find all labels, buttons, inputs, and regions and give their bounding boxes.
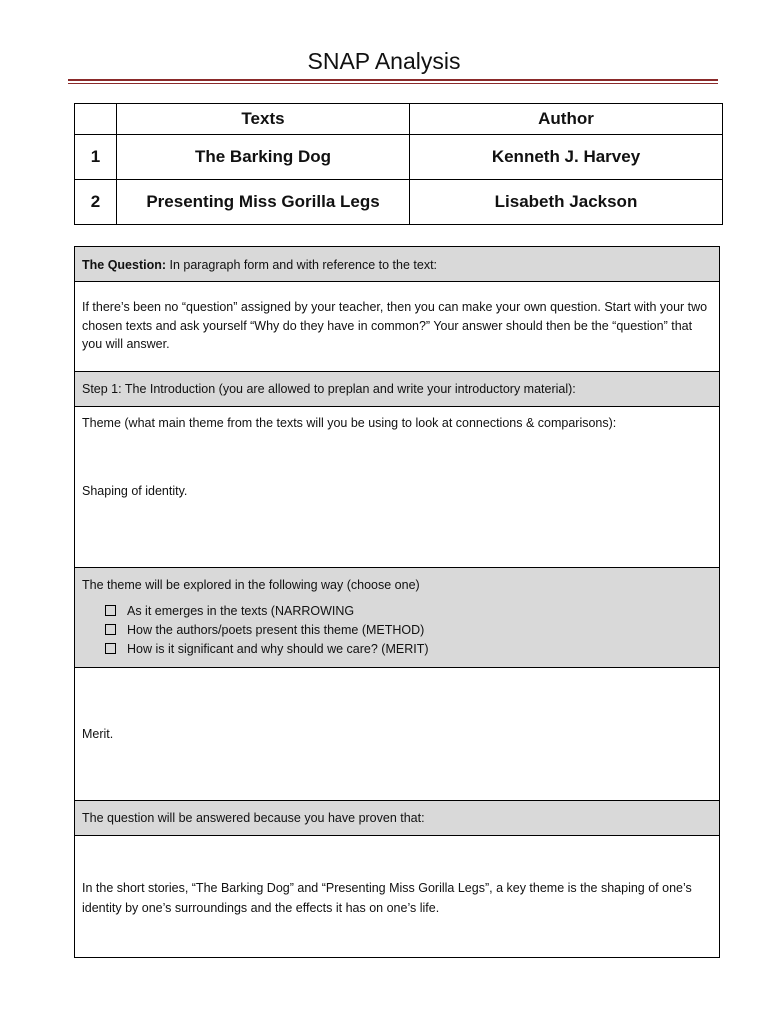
header-author: Author (410, 104, 723, 135)
explore-answer: Merit. (82, 727, 114, 741)
question-header (75, 247, 719, 282)
checkbox-icon[interactable] (105, 643, 116, 654)
step1-header-text: Step 1: The Introduction (you are allowed to preplan and write your introductory material): (82, 382, 576, 396)
row-text-title: Presenting Miss Gorilla Legs (117, 180, 410, 225)
theme-prompt: Theme (what main theme from the texts will you be using to look at connections & comparisons): (82, 416, 617, 430)
proven-answer-section (75, 836, 719, 957)
explore-section (75, 568, 719, 668)
row-author: Lisabeth Jackson (410, 180, 723, 225)
title-divider-thin (68, 83, 718, 84)
question-header-label: The Question: (82, 258, 167, 272)
question-header-text: In paragraph form and with reference to the text: (166, 258, 438, 272)
proven-header-text: The question will be answered because you have proven that: (82, 811, 425, 825)
texts-table-header (75, 104, 723, 135)
page-title: SNAP Analysis (307, 48, 461, 74)
theme-section (75, 407, 719, 568)
row-number: 1 (75, 135, 117, 180)
option-merit[interactable] (105, 640, 429, 658)
table-row (75, 180, 723, 225)
checkbox-icon[interactable] (105, 624, 116, 635)
row-text-title: The Barking Dog (117, 135, 410, 180)
row-author: Kenneth J. Harvey (410, 135, 723, 180)
question-body (75, 282, 719, 372)
header-texts: Texts (117, 104, 410, 135)
title-divider (68, 79, 718, 81)
option-label: How the authors/poets present this theme (METHOD) (127, 623, 425, 637)
option-narrowing[interactable] (105, 602, 354, 620)
option-label: How is it significant and why should we care? (MERIT) (127, 642, 429, 656)
question-body-text: If there’s been no “question” assigned by your teacher, then you can make your own question. Start with your two chosen texts and ask yourself “Why do they have in common?” Your answer should then be the “question” that you will answer. (82, 300, 708, 351)
option-label: As it emerges in the texts (NARROWING (127, 604, 355, 618)
checkbox-icon[interactable] (105, 605, 116, 616)
step1-header (75, 372, 719, 407)
texts-table (74, 103, 723, 225)
table-row (75, 135, 723, 180)
theme-answer: Shaping of identity. (82, 484, 188, 498)
snap-form (74, 246, 720, 958)
proven-header (75, 801, 719, 836)
row-number: 2 (75, 180, 117, 225)
header-number (75, 104, 117, 135)
explore-prompt: The theme will be explored in the following way (choose one) (82, 578, 420, 592)
option-method[interactable] (105, 621, 424, 639)
proven-answer: In the short stories, “The Barking Dog” and “Presenting Miss Gorilla Legs”, a key theme is the shaping of one’s identity by one’s surroundings and the effects it has on one’s life. (82, 881, 692, 915)
explore-answer-section (75, 668, 719, 801)
